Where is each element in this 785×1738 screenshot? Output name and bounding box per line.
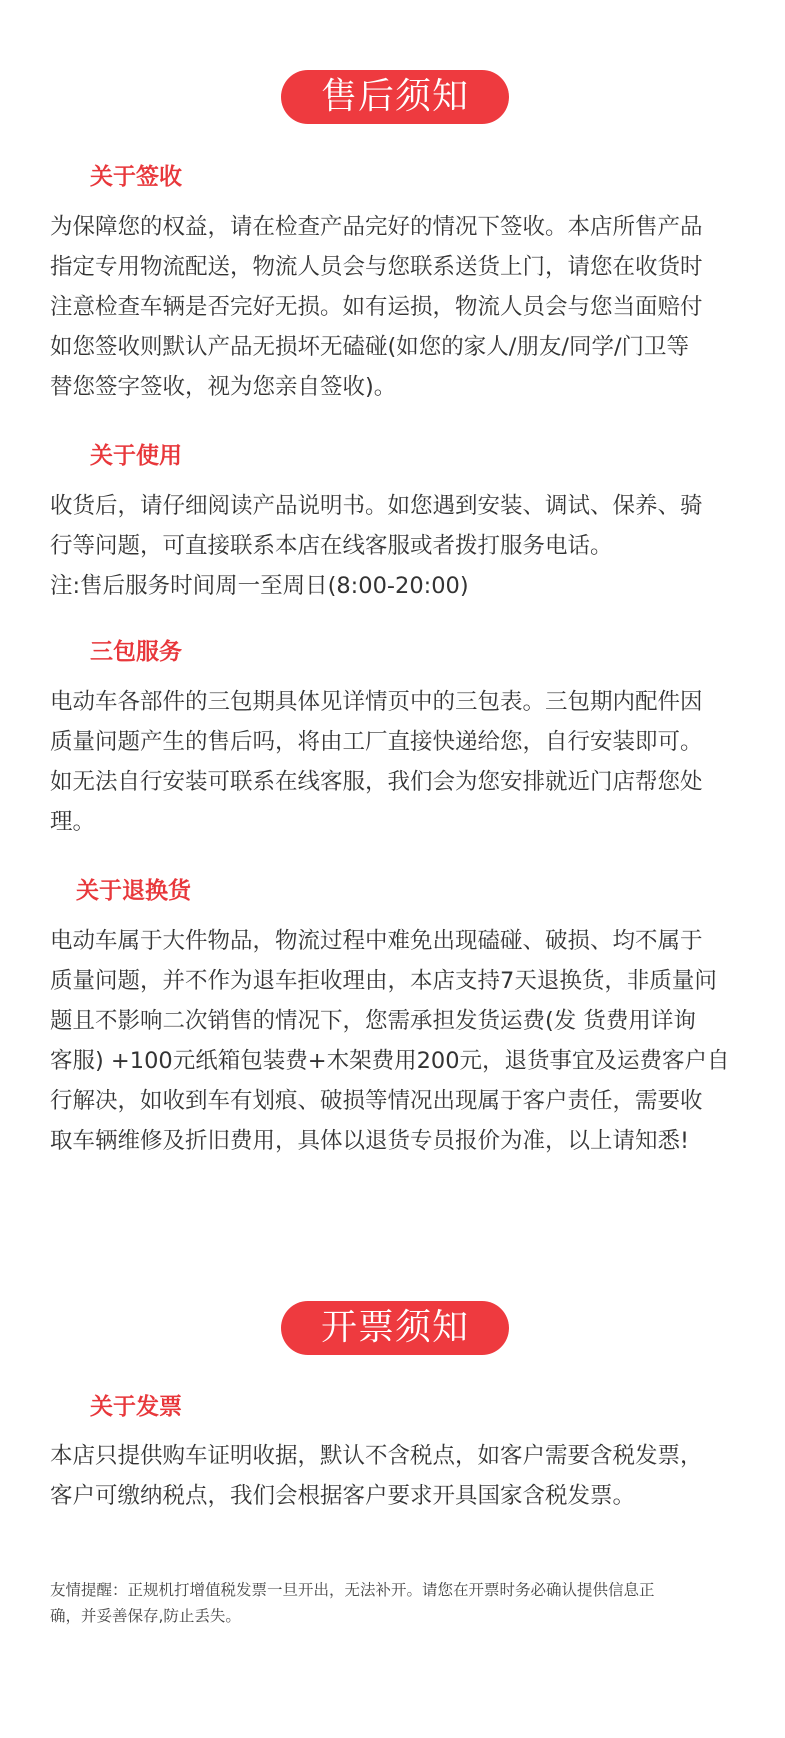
paragraph-line: 如您签收则默认产品无损坏无磕碰(如您的家人/朋友/同学/门卫等 xyxy=(50,334,690,360)
paragraph-line: 本店只提供购车证明收据，默认不含税点，如客户需要含税发票， xyxy=(50,1443,703,1469)
reminder-line: 友情提醒：正规机打增值税发票一旦开出，无法补开。请您在开票时务必确认提供信息正 xyxy=(50,1581,655,1599)
section-body-usage xyxy=(50,486,755,606)
invoice-title: 开票须知 xyxy=(320,1307,469,1348)
after-sales-title: 售后须知 xyxy=(320,76,469,117)
section-body-invoice xyxy=(50,1436,755,1516)
paragraph-line: 质量问题，并不作为退车拒收理由，本店支持7天退换货，非质量问 xyxy=(50,968,717,994)
section-heading-invoice: 关于发票 xyxy=(90,1394,182,1420)
invoice-title-badge xyxy=(281,1301,509,1355)
paragraph-line: 行等问题，可直接联系本店在线客服或者拨打服务电话。 xyxy=(50,533,613,559)
paragraph-line: 指定专用物流配送，物流人员会与您联系送货上门，请您在收货时 xyxy=(50,254,703,280)
paragraph-line: 为保障您的权益，请在检查产品完好的情况下签收。本店所售产品 xyxy=(50,214,703,240)
paragraph-line: 客户可缴纳税点，我们会根据客户要求开具国家含税发票。 xyxy=(50,1483,636,1509)
paragraph-line: 收货后，请仔细阅读产品说明书。如您遇到安装、调试、保养、骑 xyxy=(50,493,703,519)
paragraph-line: 电动车属于大件物品，物流过程中难免出现磕碰、破损、均不属于 xyxy=(50,928,703,954)
section-heading-usage: 关于使用 xyxy=(90,443,182,469)
paragraph-line: 如无法自行安装可联系在线客服，我们会为您安排就近门店帮您处 xyxy=(50,769,703,795)
section-body-signing xyxy=(50,207,755,407)
paragraph-line: 取车辆维修及折旧费用，具体以退货专员报价为准，以上请知悉! xyxy=(50,1128,690,1154)
section-body-returns xyxy=(50,921,755,1161)
paragraph-line: 客服) +100元纸箱包装费+木架费用200元，退货事宜及运费客户自 xyxy=(50,1048,730,1074)
section-heading-returns: 关于退换货 xyxy=(76,878,191,904)
paragraph-line: 替您签字签收，视为您亲自签收)。 xyxy=(50,374,397,400)
after-sales-title-badge xyxy=(281,70,509,124)
section-heading-warranty: 三包服务 xyxy=(90,639,182,665)
paragraph-line: 电动车各部件的三包期具体见详情页中的三包表。三包期内配件因 xyxy=(50,689,703,715)
paragraph-line: 质量问题产生的售后吗，将由工厂直接快递给您，自行安装即可。 xyxy=(50,729,703,755)
service-hours-note: 注:售后服务时间周一至周日(8:00-20:00) xyxy=(50,573,469,599)
reminder-line: 确，并妥善保存,防止丢失。 xyxy=(50,1607,241,1625)
section-heading-signing: 关于签收 xyxy=(90,164,182,190)
paragraph-line: 行解决，如收到车有划痕、破损等情况出现属于客户责任，需要收 xyxy=(50,1088,703,1114)
paragraph-line: 题且不影响二次销售的情况下，您需承担发货运费(发 货费用详询 xyxy=(50,1008,696,1034)
section-body-warranty xyxy=(50,682,755,842)
invoice-reminder xyxy=(50,1577,755,1629)
paragraph-line: 注意检查车辆是否完好无损。如有运损，物流人员会与您当面赔付 xyxy=(50,294,703,320)
paragraph-line: 理。 xyxy=(50,809,96,835)
